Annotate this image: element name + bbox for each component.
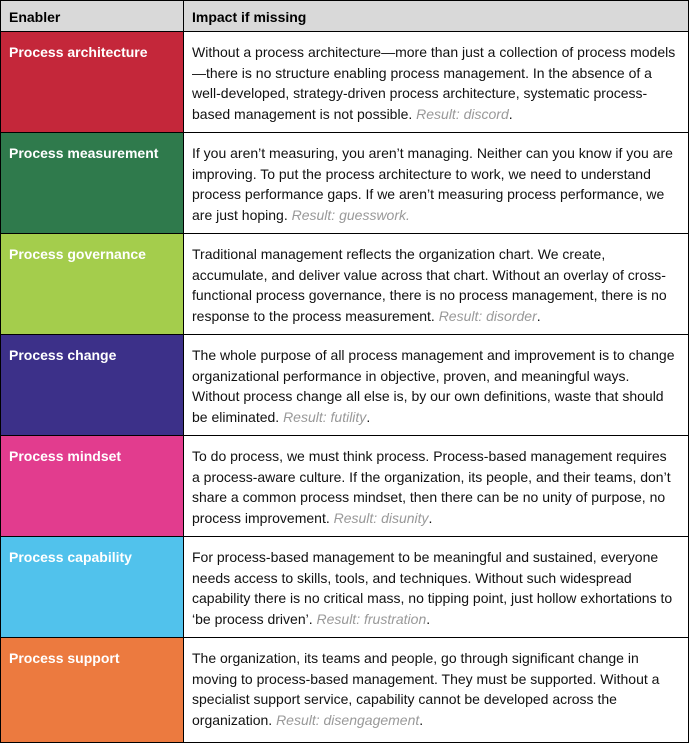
table-header (1, 1, 688, 32)
impact-end-punctuation: . (428, 509, 433, 526)
impact-text: Without a process architecture—more than just a collection of process models—there is no structure enabling process management. In the absence of a well-developed, strategy-driven process architecture, systematic process-based management is not possible. (192, 44, 676, 122)
table-row (1, 436, 688, 537)
impact-cell (184, 32, 688, 132)
impact-text: If you aren’t measuring, you aren’t managing. Neither can you know if you are improving. To put the process architecture to work, we need to understand process performance gaps. If we aren’t measuring process performance, we are just hoping. (192, 145, 673, 223)
impact-cell (184, 436, 688, 536)
impact-text: To do process, we must think process. Process-based management requires a process-aware culture. If the organization, its people, and their teams, don’t share a common process mindset, then there can be no unity of purpose, no process improvement. (192, 448, 671, 526)
impact-text: For process-based management to be meaningful and sustained, everyone needs access to skills, tools, and techniques. Without such widespread capability there is no critical mass, no tipping point, just hollow exhortations to ‘be process driven’. (192, 549, 673, 627)
impact-result: Result: frustration (316, 610, 427, 627)
impact-result: Result: disorder (438, 307, 537, 324)
impact-end-punctuation: . (419, 711, 424, 728)
impact-text: Traditional management reflects the organization chart. We create, accumulate, and deliver value across that chart. Without an overlay of cross-functional process governance, there is no process management, there is no response to the process measurement. (192, 246, 667, 324)
header-impact: Impact if missing (192, 9, 307, 25)
enabler-cell: Process support (1, 638, 184, 742)
impact-cell (184, 335, 688, 435)
impact-result: Result: futility (283, 408, 367, 425)
impact-cell (184, 638, 688, 742)
table-row (1, 234, 688, 335)
impact-text: The whole purpose of all process management and improvement is to change organizational performance in objective, proven, and meaningful ways. Without process change all else is, by our own definitions, waste that should be eliminated. (192, 347, 675, 425)
impact-end-punctuation: . (426, 610, 431, 627)
table-row (1, 638, 688, 742)
impact-cell (184, 133, 688, 233)
impact-result: Result: guesswork. (291, 206, 410, 223)
impact-result: Result: disengagement (276, 711, 420, 728)
enabler-cell: Process measurement (1, 133, 184, 233)
table-row (1, 335, 688, 436)
impact-result: Result: discord (416, 105, 509, 122)
impact-cell (184, 234, 688, 334)
enabler-cell: Process mindset (1, 436, 184, 536)
impact-end-punctuation: . (508, 105, 513, 122)
table-row (1, 133, 688, 234)
impact-result: Result: disunity (333, 509, 429, 526)
header-enabler: Enabler (1, 1, 184, 31)
impact-end-punctuation: . (366, 408, 371, 425)
enabler-cell: Process change (1, 335, 184, 435)
enabler-cell: Process governance (1, 234, 184, 334)
table-row (1, 32, 688, 133)
impact-cell (184, 537, 688, 637)
impact-end-punctuation: . (536, 307, 541, 324)
enabler-cell: Process architecture (1, 32, 184, 132)
impact-text: The organization, its teams and people, go through significant change in moving to process-based management. They must be supported. Without a specialist support service, capability cannot be developed across the organization. (192, 650, 660, 728)
table-body (1, 32, 688, 742)
enabler-cell: Process capability (1, 537, 184, 637)
table-row (1, 537, 688, 638)
